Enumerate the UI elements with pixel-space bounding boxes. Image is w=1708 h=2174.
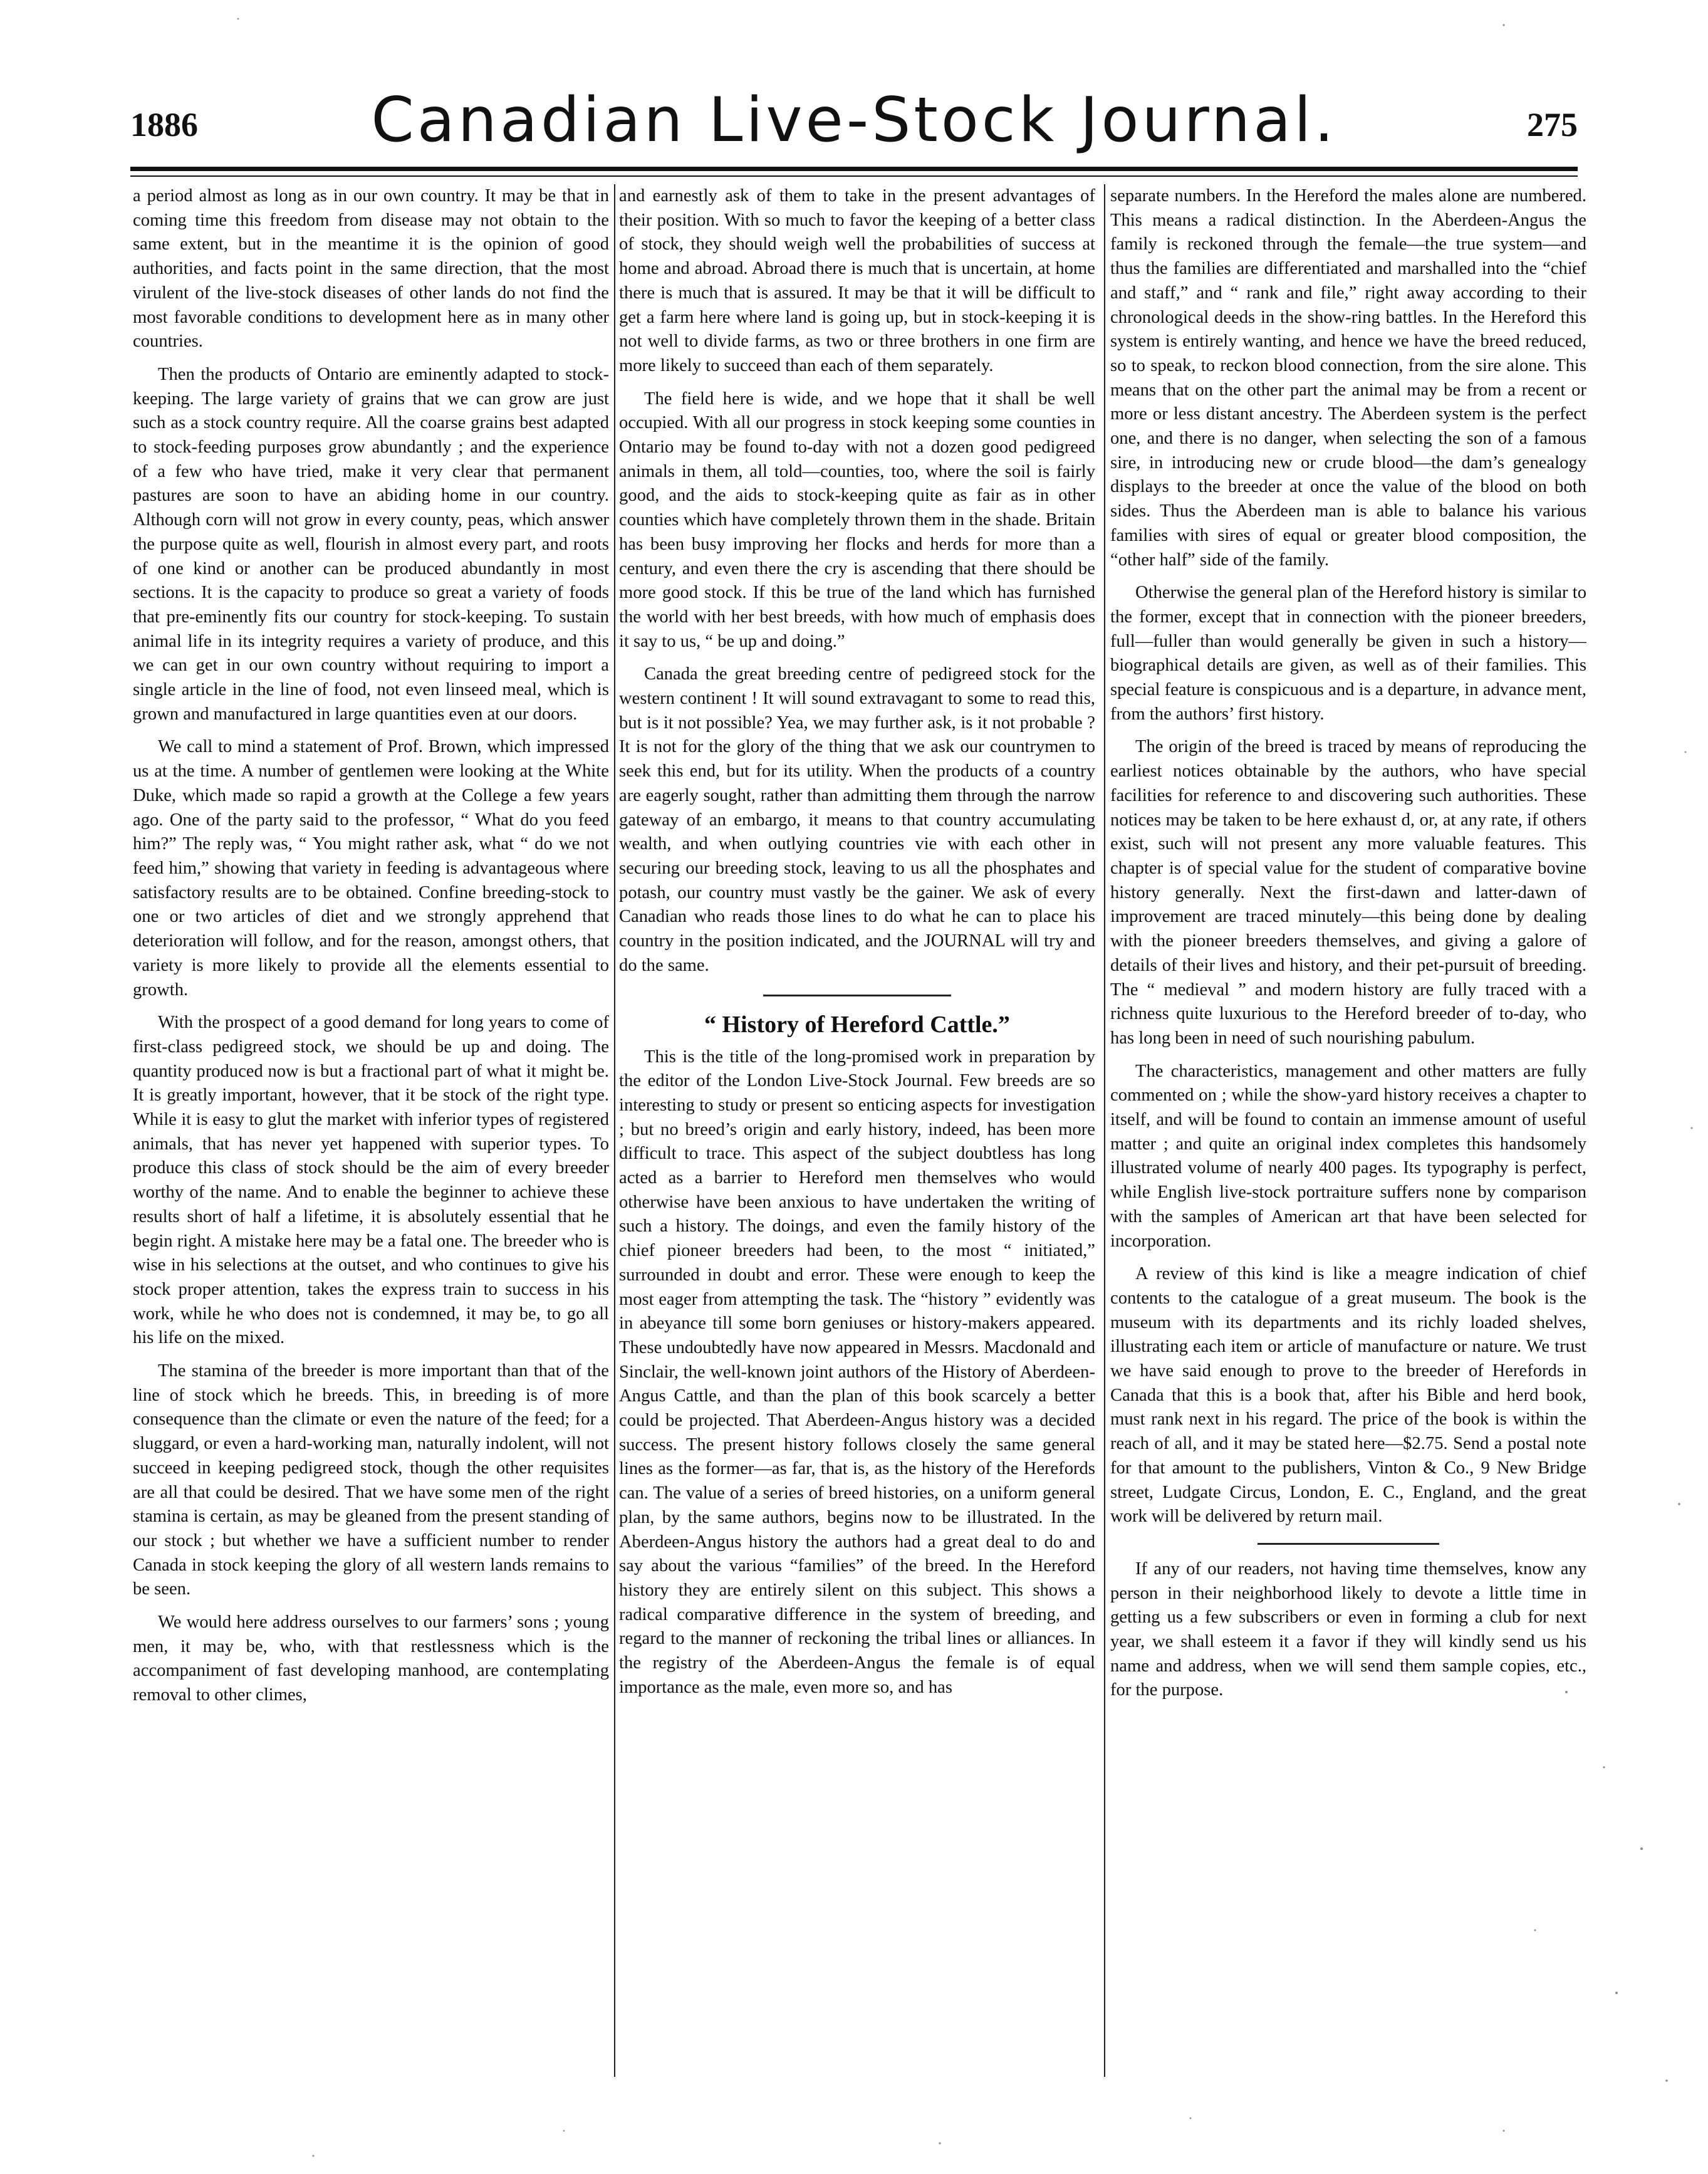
article-heading: “ History of Hereford Cattle.” <box>704 1011 1010 1038</box>
header-rule <box>130 167 1578 171</box>
paragraph: The origin of the breed is traced by means of reproducing the earliest notices obtainable by the authors, who have special facilities for reference to and discovering such authorities. These notices may be taken to be here exhaust d, or, at any rate, if others exist, such will not present any more valuable features. This chapter is of special value for the student of comparative bovine history generally. Next the first-dawn and latter-dawn of improvement are traced minutely—this being done by dealing with the pioneer breeders themselves, and giving a galore of details of their lives and history, and their pet-pursuit of breeding. The “ medieval ” and modern history are fully traced with a richness quite luxurious to the Hereford breeder of to-day, who has long been in need of such nourishing pabulum. <box>1110 737 1586 1048</box>
paragraph: We would here address ourselves to our farmers’ sons ; young men, it may be, who, with that restlessness which is the accompaniment of fast developing manhood, are contemplating removal to other climes, <box>133 1612 609 1705</box>
column-divider <box>1104 184 1105 2077</box>
paragraph: and earnestly ask of them to take in the present advantages of their position. With so much to favor the keeping of a better class of stock, they should weigh well the probabilities of success at home and abroad. Abroad there is much that is uncertain, at home there is much that is assured. It may be that it will be difficult to get a farm here where land is going up, but in stock-keeping it is not well to divide farms, as two or three brothers in one firm are more likely to succeed than each of them separately. <box>619 186 1095 375</box>
page-number: 275 <box>1527 106 1578 144</box>
paragraph: separate numbers. In the Hereford the males alone are numbered. This means a radical distinction. In the Aberdeen-Angus the family is reckoned through the female—the true system—and thus the families are differentiated and marshalled into the “chief and staff,” and “ rank and file,” right away according to their chronological deeds in the show-ring battles. In the Hereford this system is entirely wanting, and hence we have the breed reduced, so to speak, to reckon blood connection, from the sire alone. This means that on the other part the animal may be from a recent or more or less distant ancestry. The Aberdeen system is the perfect one, and there is no danger, when selecting the son of a famous sire, in introducing new or crude blood—the dam’s genealogy displays to the breeder at once the value of the blood on both sides. Thus the Aberdeen man is able to balance his various families with sires of equal or greater blood composition, the “other half” side of the family. <box>1110 186 1586 570</box>
paragraph: If any of our readers, not having time themselves, know any person in their neighborhood likely to devote a little time in getting us a few subscribers or even in forming a club for next year, we shall esteem it a favor if they will kindly send us his name and address, when we will send them sample copies, etc., for the purpose. <box>1110 1559 1586 1700</box>
paragraph: a period almost as long as in our own country. It may be that in coming time this freedom from disease may not obtain to the same extent, but in the meantime it is the opinion of good authorities, and facts point in the same direction, that the most virulent of the live-stock diseases of other lands do not find the most favorable conditions to development here as in many other countries. <box>133 186 609 352</box>
header-year: 1886 <box>130 106 198 144</box>
paragraph: The characteristics, management and other matters are fully commented on ; while the show-yard history receives a chapter to itself, and will be found to contain an immense amount of useful matter ; and quite an original index completes this handsomely illustrated volume of nearly 400 pages. Its typography is perfect, while English live-stock portraiture suffers none by comparison with the samples of American art that have been selected for incorporation. <box>1110 1061 1586 1251</box>
column-left <box>133 184 609 2127</box>
section-rule <box>1258 1543 1439 1545</box>
paragraph: The stamina of the breeder is more important than that of the line of stock which he breeds. This, in breeding is of more consequence than the climate or even the nature of the feed; for a sluggard, or even a hard-working man, naturally indolent, will not succeed in keeping pedigreed stock, though the other requisites are all that could be desired. That we have some men of the right stamina is certain, as may be gleaned from the present standing of our stock ; but whether we have a sufficient number to render Canada in stock keeping the glory of all western lands remains to be seen. <box>133 1361 609 1599</box>
paragraph: Otherwise the general plan of the Hereford history is similar to the former, except that in connection with the pioneer breeders, full—fuller than would generally be given in such a history—biographical details are given, as well as of their families. This special feature is conspicuous and is a departure, in advance ment, from the authors’ first history. <box>1110 583 1586 724</box>
column-right <box>1110 184 1586 2127</box>
page-header <box>130 81 1578 157</box>
paragraph: This is the title of the long-promised work in preparation by the editor of the London Live-Stock Journal. Few breeds are so interesting to study or present so enticing aspects for investigation ; but no breed’s origin and early history, indeed, has been more difficult to trace. This aspect of the subject doubtless has long acted as a barrier to Hereford men themselves who would otherwise have been anxious to have undertaken the writing of such a history. The doings, and even the family history of the chief pioneer breeders had been, to the most “ initiated,” surrounded in doubt and error. These were enough to keep the most eager from attempting the task. The “history ” evidently was in abeyance till some born geniuses or history-makers appeared. These undoubtedly have now appeared in Messrs. Macdonald and Sinclair, the well-known joint authors of the History of Aberdeen-Angus Cattle, and than the plan of this book scarcely a better could be projected. That Aberdeen-Angus history was a decided success. The present history follows closely the same general lines as the former—as far, that is, as the history of the Herefords can. The value of a series of breed histories, on a uniform general plan, by the same authors, begins now to be illustrated. In the Aberdeen-Angus history the authors had a great deal to do and say about the various “families” of the breed. In the Hereford history they are entirely silent on this subject. This shows a radical comparative difference in the system of breeding, and regard to the manner of reckoning the tribal lines or alliances. In the registry of the Aberdeen-Angus the female is of equal importance as the male, even more so, and has <box>619 1047 1095 1697</box>
paragraph: The field here is wide, and we hope that it shall be well occupied. With all our progress in stock keeping some counties in Ontario may be found to-day with not a dozen good pedigreed animals in them, all told—counties, too, where the soil is fairly good, and the aids to stock-keeping quite as fair as in other counties which have completely thrown them in the shade. Britain has been busy improving her flocks and herds for more than a century, and even there the cry is ascending that there should be more good stock. If this be true of the land which has furnished the world with her best breeds, with how much of emphasis does it say to us, “ be up and doing.” <box>619 389 1095 651</box>
paragraph: A review of this kind is like a meagre indication of chief contents to the catalogue of a great museum. The book is the museum with its departments and its richly loaded shelves, illustrating each item or article of manufacture or nature. We trust we have said enough to prove to the breeder of Herefords in Canada that this is a book that, after his Bible and herd book, must rank next in his regard. The price of the book is within the reach of all, and it may be stated here—$2.75. Send a postal note for that amount to the publishers, Vinton & Co., 9 New Bridge street, Ludgate Circus, London, E. C., England, and the great work will be delivered by return mail. <box>1110 1264 1586 1527</box>
column-divider <box>614 184 615 2077</box>
header-rule-thin <box>130 175 1578 177</box>
section-rule <box>763 995 951 996</box>
paragraph: Canada the great breeding centre of pedigreed stock for the western continent ! It will sound extravagant to some to read this, but is it not possible? Yea, we may further ask, is it not probable ? It is not for the glory of the thing that we ask our countrymen to seek this end, but for its utility. When the products of a country are eagerly sought, rather than admitting them through the narrow gateway of an embargo, it means to that country accumulating wealth, and when outlying countries vie with each other in securing our breeding stock, leaving to us all the phosphates and potash, our country must vastly be the gainer. We ask of every Canadian who reads those lines to do what he can to place his country in the position indicated, and the JOURNAL will try and do the same. <box>619 664 1095 975</box>
paragraph: We call to mind a statement of Prof. Brown, which impressed us at the time. A number of gentlemen were looking at the White Duke, which made so rapid a growth at the College a few years ago. One of the party said to the professor, “ What do you feed him?” The reply was, “ You might rather ask, what “ do we not feed him,” showing that variety in feeding is advantageous where satisfactory results are to be obtained. Confine breeding-stock to one or two articles of diet and we strongly apprehend that deterioration will follow, and for the reason, amongst others, that variety is more likely to provide all the elements essential to growth. <box>133 737 609 1000</box>
paragraph: With the prospect of a good demand for long years to come of first-class pedigreed stock, we should be up and doing. The quantity produced now is but a fractional part of what it might be. It is greatly important, however, that it be stock of the right type. While it is easy to glut the market with inferior types of registered animals, that has never yet happened with superior types. To produce this class of stock should be the aim of every breeder worthy of the name. And to enable the beginner to achieve these results short of half a lifetime, it is absolutely essential that he begin right. A mistake here may be a fatal one. The breeder who is wise in his selections at the outset, and who continues to give his stock proper attention, takes the express train to success in his work, while he who does not is condemned, it may be, to go all his life on the mixed. <box>133 1013 609 1348</box>
journal-title: Canadian Live-Stock Journal. <box>371 85 1337 156</box>
paragraph: Then the products of Ontario are eminently adapted to stock-keeping. The large variety of grains that we can grow are just such as a stock country require. All the coarse grains best adapted to stock-feeding purposes grow abundantly ; and the experience of a few who have tried, make it very clear that permanent pastures are soon to have an abiding home in our country. Although corn will not grow in every county, peas, which answer the purpose quite as well, flourish in almost every part, and roots of one kind or another can be produced abundantly in most sections. It is the capacity to produce so great a variety of foods that pre-eminently fits our country for stock-keeping. To sustain animal life in its integrity requires a variety of produce, and this we can get in our own country without requiring to import a single article in the line of food, not even linseed meal, which is grown and manufactured in large quantities even at our doors. <box>133 364 609 724</box>
column-middle <box>619 184 1095 2127</box>
